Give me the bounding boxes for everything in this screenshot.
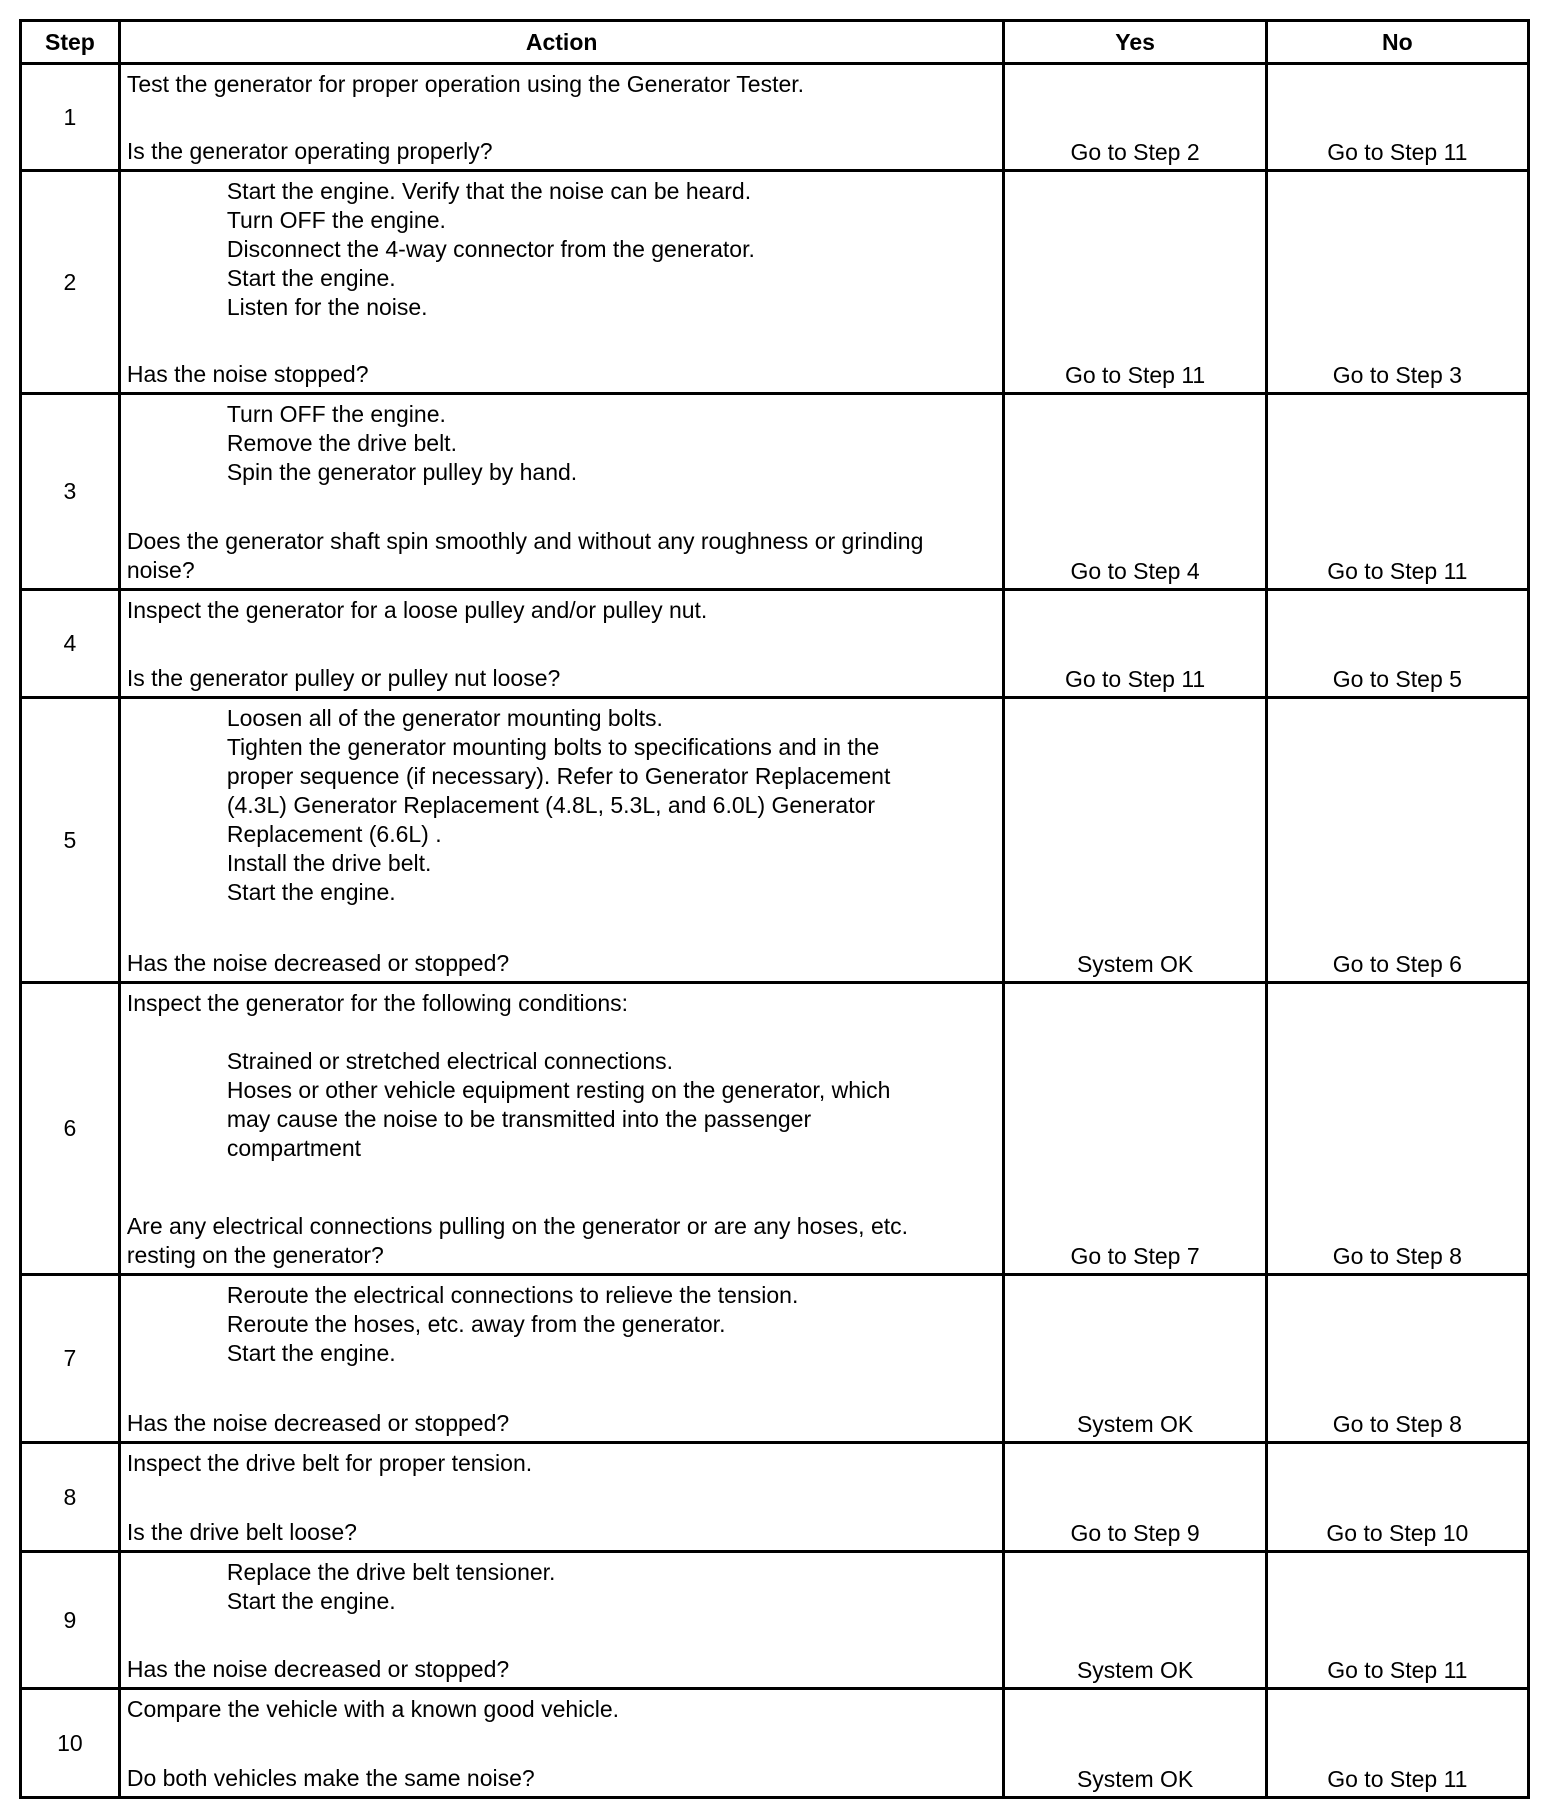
action-instructions xyxy=(127,400,997,487)
step-number: 2 xyxy=(21,171,120,394)
yes-result: System OK xyxy=(1004,1689,1266,1798)
action-intro-line: Inspect the drive belt for proper tension. xyxy=(126,1450,533,1476)
action-question xyxy=(127,1655,997,1684)
table-row xyxy=(21,171,1529,394)
step-number: 8 xyxy=(21,1443,120,1552)
yes-result: System OK xyxy=(1004,698,1266,983)
action-instructions xyxy=(127,70,997,99)
action-instructions xyxy=(127,1695,997,1724)
yes-result: Go to Step 2 xyxy=(1004,64,1266,171)
question-line: Do both vehicles make the same noise? xyxy=(126,1765,535,1791)
table-row xyxy=(21,1443,1529,1552)
question-line: Is the generator operating properly? xyxy=(126,138,493,164)
action-item-line: Replacement (6.6L) . xyxy=(226,821,442,847)
question-line: Has the noise stopped? xyxy=(126,361,369,387)
step-number: 1 xyxy=(21,64,120,171)
yes-result: System OK xyxy=(1004,1552,1266,1689)
action-cell xyxy=(119,1275,1004,1443)
question-line: noise? xyxy=(126,557,195,583)
no-result: Go to Step 5 xyxy=(1266,590,1528,698)
action-intro-line: Inspect the generator for a loose pulley and/or pulley nut. xyxy=(126,597,708,623)
action-cell xyxy=(119,394,1004,590)
action-question xyxy=(127,1518,997,1547)
action-question xyxy=(127,527,997,585)
question-line: resting on the generator? xyxy=(126,1242,384,1268)
action-question xyxy=(127,360,997,389)
action-question xyxy=(127,1212,997,1270)
no-result: Go to Step 6 xyxy=(1266,698,1528,983)
action-intro-line: Test the generator for proper operation using the Generator Tester. xyxy=(126,71,805,97)
action-item-line: Turn OFF the engine. xyxy=(226,207,446,233)
action-question xyxy=(127,137,997,166)
no-result: Go to Step 11 xyxy=(1266,394,1528,590)
table-row xyxy=(21,983,1529,1275)
header-step: Step xyxy=(21,21,120,64)
table-row xyxy=(21,1689,1529,1798)
yes-result: Go to Step 11 xyxy=(1004,590,1266,698)
header-action: Action xyxy=(119,21,1004,64)
action-item-line: Spin the generator pulley by hand. xyxy=(226,459,578,485)
action-instructions xyxy=(127,704,997,907)
yes-result: Go to Step 4 xyxy=(1004,394,1266,590)
no-result: Go to Step 11 xyxy=(1266,64,1528,171)
action-item-line: Start the engine. xyxy=(226,1588,396,1614)
yes-result: Go to Step 11 xyxy=(1004,171,1266,394)
action-cell xyxy=(119,64,1004,171)
table-row xyxy=(21,64,1529,171)
action-item-line: Reroute the electrical connections to relieve the tension. xyxy=(226,1282,799,1308)
table-row xyxy=(21,1552,1529,1689)
action-instructions xyxy=(127,1281,997,1368)
action-intro-line: Inspect the generator for the following conditions: xyxy=(126,990,629,1016)
action-question xyxy=(127,949,997,978)
action-item-line: Hoses or other vehicle equipment resting on the generator, which xyxy=(226,1077,891,1103)
table-body xyxy=(21,64,1529,1798)
action-item-line: compartment xyxy=(226,1135,362,1161)
table-row xyxy=(21,1275,1529,1443)
yes-result: Go to Step 7 xyxy=(1004,983,1266,1275)
action-item-line: Remove the drive belt. xyxy=(226,430,457,456)
step-number: 3 xyxy=(21,394,120,590)
action-item-line: Disconnect the 4-way connector from the generator. xyxy=(226,236,755,262)
spacer xyxy=(127,1018,997,1047)
question-line: Has the noise decreased or stopped? xyxy=(126,1656,510,1682)
action-item-line: Start the engine. Verify that the noise can be heard. xyxy=(226,178,752,204)
action-item-line: Listen for the noise. xyxy=(226,294,428,320)
no-result: Go to Step 8 xyxy=(1266,983,1528,1275)
action-instructions xyxy=(127,989,997,1163)
action-item-line: Install the drive belt. xyxy=(226,850,432,876)
action-cell xyxy=(119,1443,1004,1552)
question-line: Are any electrical connections pulling on the generator or are any hoses, etc. xyxy=(126,1213,909,1239)
action-item-line: (4.3L) Generator Replacement (4.8L, 5.3L, and 6.0L) Generator xyxy=(226,792,876,818)
action-cell xyxy=(119,1689,1004,1798)
header-row xyxy=(21,21,1529,64)
action-instructions xyxy=(127,596,997,625)
question-line: Is the drive belt loose? xyxy=(126,1519,357,1545)
no-result: Go to Step 11 xyxy=(1266,1552,1528,1689)
action-cell xyxy=(119,1552,1004,1689)
question-line: Has the noise decreased or stopped? xyxy=(126,1410,510,1436)
action-cell xyxy=(119,590,1004,698)
action-cell xyxy=(119,171,1004,394)
action-item-line: Tighten the generator mounting bolts to specifications and in the xyxy=(226,734,880,760)
action-cell xyxy=(119,698,1004,983)
action-item-line: Strained or stretched electrical connections. xyxy=(226,1048,674,1074)
table-row xyxy=(21,590,1529,698)
action-instructions xyxy=(127,1449,997,1478)
header-yes: Yes xyxy=(1004,21,1266,64)
header-no: No xyxy=(1266,21,1528,64)
question-line: Does the generator shaft spin smoothly and without any roughness or grinding xyxy=(126,528,924,554)
action-item-line: Start the engine. xyxy=(226,879,396,905)
table-row xyxy=(21,394,1529,590)
yes-result: System OK xyxy=(1004,1275,1266,1443)
action-item-line: Start the engine. xyxy=(226,265,396,291)
no-result: Go to Step 10 xyxy=(1266,1443,1528,1552)
action-intro-line: Compare the vehicle with a known good vehicle. xyxy=(126,1696,620,1722)
question-line: Is the generator pulley or pulley nut loose? xyxy=(126,665,561,691)
no-result: Go to Step 11 xyxy=(1266,1689,1528,1798)
action-instructions xyxy=(127,1558,997,1616)
step-number: 9 xyxy=(21,1552,120,1689)
step-number: 10 xyxy=(21,1689,120,1798)
step-number: 7 xyxy=(21,1275,120,1443)
action-item-line: Loosen all of the generator mounting bolts. xyxy=(226,705,663,731)
action-item-line: may cause the noise to be transmitted into the passenger xyxy=(226,1106,812,1132)
step-number: 6 xyxy=(21,983,120,1275)
action-item-line: proper sequence (if necessary). Refer to Generator Replacement xyxy=(226,763,891,789)
no-result: Go to Step 8 xyxy=(1266,1275,1528,1443)
step-number: 5 xyxy=(21,698,120,983)
step-number: 4 xyxy=(21,590,120,698)
action-question xyxy=(127,664,997,693)
action-question xyxy=(127,1764,997,1793)
table-row xyxy=(21,698,1529,983)
action-instructions xyxy=(127,177,997,322)
action-item-line: Reroute the hoses, etc. away from the generator. xyxy=(226,1311,726,1337)
diagnostic-table xyxy=(19,19,1530,1799)
action-item-line: Turn OFF the engine. xyxy=(226,401,446,427)
action-item-line: Start the engine. xyxy=(226,1340,396,1366)
no-result: Go to Step 3 xyxy=(1266,171,1528,394)
action-item-line: Replace the drive belt tensioner. xyxy=(226,1559,556,1585)
action-cell xyxy=(119,983,1004,1275)
question-line: Has the noise decreased or stopped? xyxy=(126,950,510,976)
action-question xyxy=(127,1409,997,1438)
yes-result: Go to Step 9 xyxy=(1004,1443,1266,1552)
